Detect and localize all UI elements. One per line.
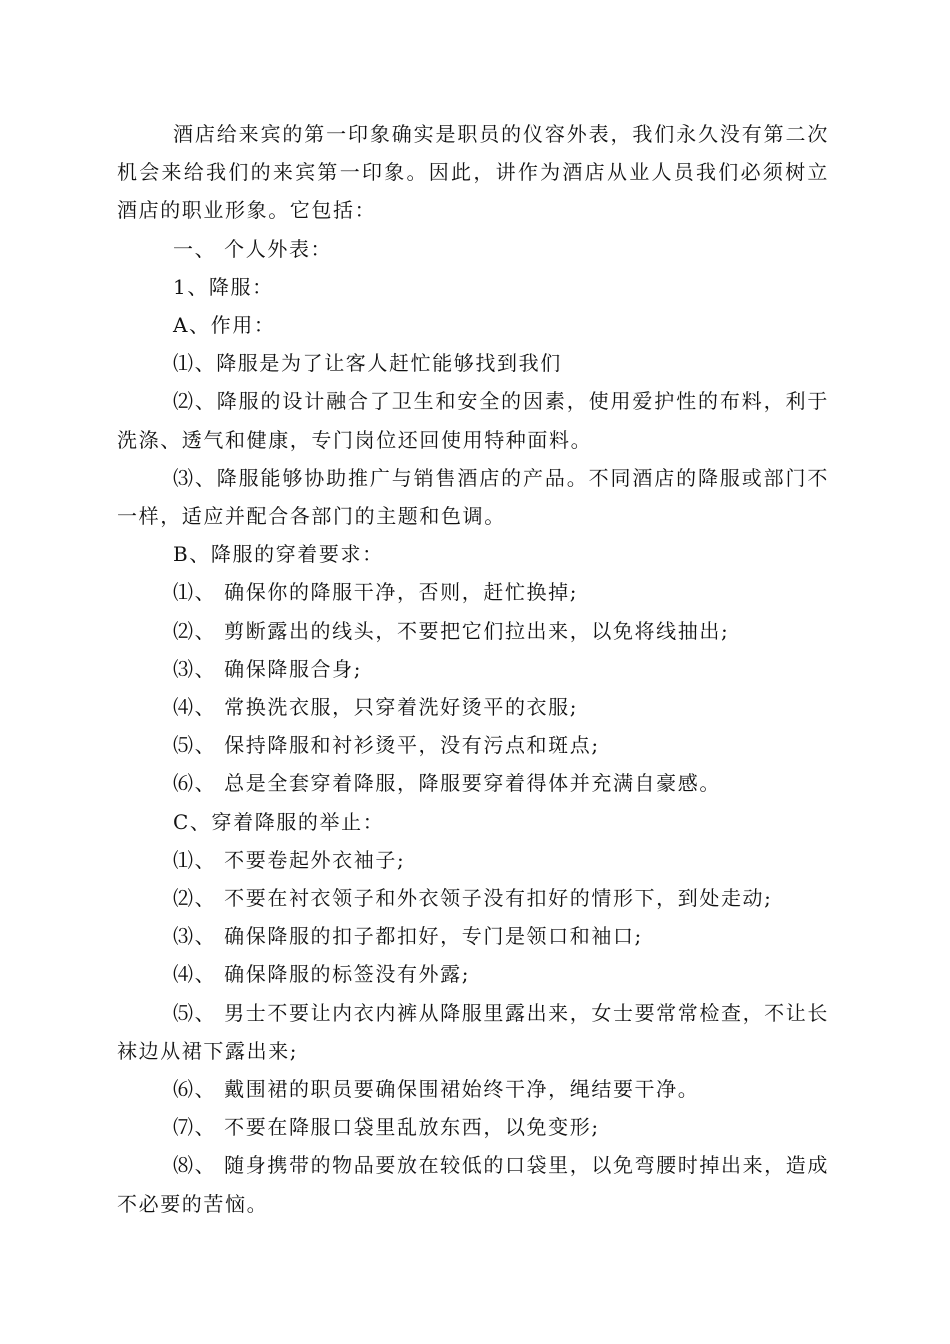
heading-wearing-requirements: B、降服的穿着要求：: [173, 542, 384, 567]
list-item: ⑶、 确保降服的扣子都扣好，专门是领口和袖口;: [173, 924, 643, 949]
heading-uniform-behavior: C、穿着降服的举止：: [173, 809, 385, 834]
list-item: ⑺、 不要在降服口袋里乱放东西，以免变形;: [173, 1115, 600, 1140]
heading-personal-appearance: 一、 个人外表：: [173, 236, 333, 261]
heading-function: A、作用：: [173, 313, 276, 338]
list-item: ⑶、 确保降服合身;: [173, 656, 363, 681]
list-item: ⑴、 确保你的降服干净，否则，赶忙换掉;: [173, 580, 579, 605]
list-item: ⑶、降服能够协助推广与销售酒店的产品。不同酒店的降服或部门不一样，适应并配合各部门的主题和色调。: [117, 465, 829, 529]
list-item: ⑹、 总是全套穿着降服，降服要穿着得体并充满自豪感。: [173, 771, 721, 796]
list-item: ⑻、 随身携带的物品要放在较低的口袋里，以免弯腰时掉出来，造成不必要的苦恼。: [117, 1153, 829, 1216]
document-body: [117, 115, 829, 1223]
list-item: ⑵、降服的设计融合了卫生和安全的因素，使用爱护性的布料，利于洗涤、透气和健康，专门岗位还回使用特种面料。: [117, 389, 829, 452]
list-item: ⑵、 剪断露出的线头，不要把它们拉出来，以免将线抽出;: [173, 618, 730, 643]
list-item: ⑴、 不要卷起外衣袖子;: [173, 847, 406, 872]
list-item: ⑴、降服是为了让客人赶忙能够找到我们: [173, 351, 562, 376]
list-item: ⑵、 不要在衬衣领子和外衣领子没有扣好的情形下，到处走动;: [173, 886, 773, 911]
list-item: ⑸、 男士不要让内衣内裤从降服里露出来，女士要常常检查，不让长袜边从裙下露出来;: [117, 1000, 829, 1063]
list-item: ⑸、 保持降服和衬衫烫平，没有污点和斑点;: [173, 733, 600, 758]
list-item: ⑷、 常换洗衣服，只穿着洗好烫平的衣服;: [173, 695, 579, 720]
paragraph-intro: 酒店给来宾的第一印象确实是职员的仪容外表，我们永久没有第二次机会来给我们的来宾第一印象。因此，讲作为酒店从业人员我们必须树立酒店的职业形象。它包括：: [117, 122, 829, 223]
list-item: ⑹、 戴围裙的职员要确保围裙始终干净，绳结要干净。: [173, 1077, 700, 1102]
heading-uniform: 1、降服：: [173, 274, 274, 299]
list-item: ⑷、 确保降服的标签没有外露;: [173, 962, 471, 987]
